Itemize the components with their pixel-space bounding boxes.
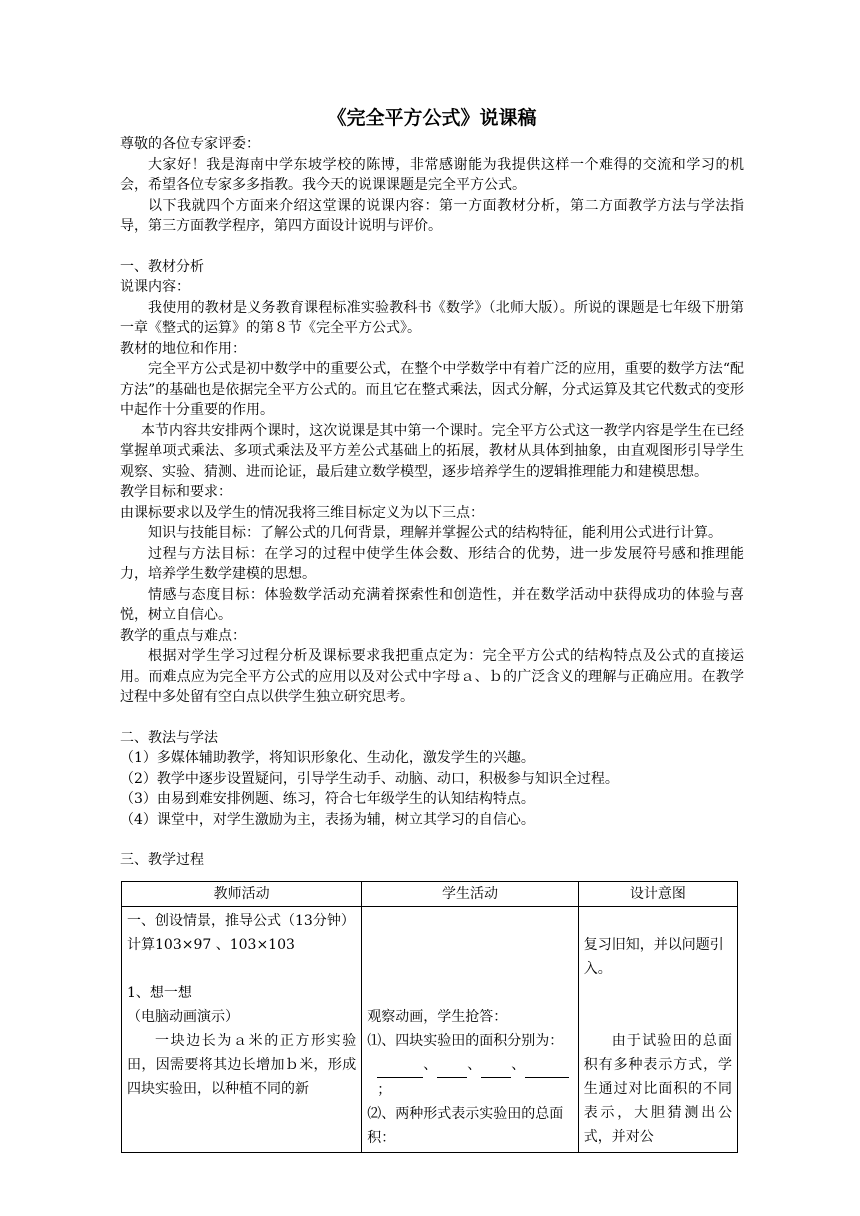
student-activity-cell xyxy=(362,907,579,1153)
blank-end: ； xyxy=(377,1082,392,1098)
teacher-think: 1、想一想 xyxy=(127,985,192,1001)
teacher-demo: （电脑动画演示） xyxy=(127,1009,239,1025)
answer-blank xyxy=(437,1053,467,1078)
intro-paragraph-1: 大家好！我是海南中学东坡学校的陈博，非常感谢能为我提供这样一个难得的交流和学习的机会，希望各位专家多多指教。我今天的说课课题是完全平方公式。 xyxy=(120,156,744,193)
design-intent-cell xyxy=(578,907,737,1153)
student-observe: 观察动画，学生抢答： xyxy=(367,1009,508,1025)
content-text: 我使用的教材是义务教育课程标准实验教科书《数学》（北师大版）。所说的课题是七年级下册第一章《整式的运算》的第８节《完全平方公式》。 xyxy=(120,299,744,336)
header-student: 学生活动 xyxy=(362,882,579,907)
header-design: 设计意图 xyxy=(578,882,737,907)
student-blanks xyxy=(367,1053,573,1102)
goals-intro: 由课标要求以及学生的情况我将三维目标定义为以下三点： xyxy=(120,504,484,521)
goal-emotion: 情感与态度目标：体验数学活动充满着探索性和创造性，并在数学活动中获得成功的体验与喜悦，树立自信心。 xyxy=(120,586,744,623)
position-text-1: 完全平方公式是初中数学中的重要公式，在整个中学数学中有着广泛的应用，重要的数学方法“配方法”的基础也是依据完全平方公式的。而且它在整式乘法，因式分解，分式运算及其它代数式的变形中起作十分重要的作用。 xyxy=(120,361,744,418)
key-points-label: 教学的重点与难点： xyxy=(120,627,246,644)
method-item: （2）教学中逐步设置疑问，引导学生动手、动脑、动口，积极参与知识全过程。 xyxy=(120,770,619,787)
section3-heading: 三、教学过程 xyxy=(120,852,204,868)
key-points-text: 根据对学生学习过程分析及课标要求我把重点定为：完全平方公式的结构特点及公式的直接运用。而难点应为完全平方公式的应用以及对公式中字母ａ、ｂ的广泛含义的理解与正确应用。在教学过程中多处留有空白点以供学生独立研究思考。 xyxy=(120,648,744,705)
position-label: 教材的地位和作用： xyxy=(120,340,246,357)
answer-blank xyxy=(377,1053,423,1078)
table-row xyxy=(122,907,738,1153)
teacher-text: 一块边长为ａ米的正方形实验田，因需要将其边长增加ｂ米，形成四块实验田，以种植不同的新 xyxy=(127,1033,357,1097)
intro-paragraph-2: 以下我就四个方面来介绍这堂课的说课内容：第一方面教材分析，第二方面教学方法与学法指导，第三方面教学程序，第四方面设计说明与评价。 xyxy=(120,197,744,234)
design-text: 由于试验田的总面积有多种表示方式，学生通过对比面积的不同表示，大胆猜测出公式，并对公 xyxy=(583,1033,732,1145)
teacher-stage-title: 一、创设情景，推导公式（13分钟） xyxy=(127,913,355,929)
blank-separator: 、 xyxy=(511,1057,526,1073)
table-header-row xyxy=(122,882,738,907)
section2-heading: 二、教法与学法 xyxy=(120,729,218,746)
student-question-1: ⑴、四块实验田的面积分别为： xyxy=(367,1033,564,1049)
goal-knowledge: 知识与技能目标：了解公式的几何背景，理解并掌握公式的结构特征，能利用公式进行计算。 xyxy=(148,525,722,541)
teacher-calc: 计算103×97 、103×103 xyxy=(127,937,295,953)
blank-separator: 、 xyxy=(423,1057,438,1073)
teaching-process-table xyxy=(121,881,738,1153)
salutation: 尊敬的各位专家评委： xyxy=(120,136,260,152)
student-question-2: ⑵、两种形式表示实验田的总面积： xyxy=(367,1106,564,1146)
blank-separator: 、 xyxy=(467,1057,482,1073)
goals-label: 教学目标和要求： xyxy=(120,484,232,500)
answer-blank xyxy=(481,1053,511,1078)
position-text-2: 本节内容共安排两个课时，这次说课是其中第一个课时。完全平方公式这一教学内容是学生在已经掌握单项式乘法、多项式乘法及平方差公式基础上的拓展，教材从具体到抽象，由直观图形引导学生观察、实验、猜测、进而论证，最后建立数学模型，逐步培养学生的逻辑推理能力和建模思想。 xyxy=(120,422,744,480)
goal-process: 过程与方法目标：在学习的过程中使学生体会数、形结合的优势，进一步发展符号感和推理能力，培养学生数学建模的思想。 xyxy=(120,545,744,582)
method-item: （3）由易到难安排例题、练习，符合七年级学生的认知结构特点。 xyxy=(120,791,535,807)
design-review: 复习旧知，并以问题引入。 xyxy=(583,937,724,977)
document-title: 《完全平方公式》说课稿 xyxy=(327,107,537,129)
content-label: 说课内容： xyxy=(120,279,190,295)
method-item: （1）多媒体辅助教学，将知识形象化、生动化，激发学生的兴趣。 xyxy=(120,750,535,766)
answer-blank xyxy=(525,1053,569,1078)
header-teacher: 教师活动 xyxy=(122,882,362,907)
document-page xyxy=(120,104,744,871)
section1-heading: 一、教材分析 xyxy=(120,258,204,275)
method-item: （4）课堂中，对学生激励为主，表扬为辅，树立其学习的自信心。 xyxy=(120,811,535,828)
teacher-activity-cell xyxy=(122,907,362,1153)
